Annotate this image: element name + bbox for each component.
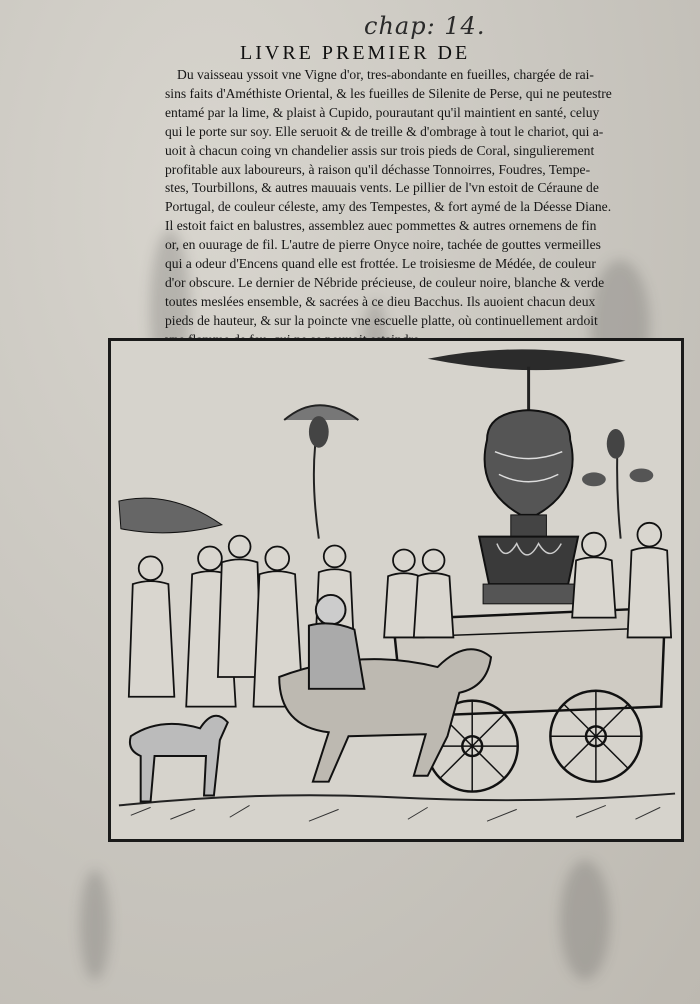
text-line: qui le porte sur soy. Elle seruoit & de treille & d'ombrage à tout le chariot, qui a- <box>165 123 604 139</box>
text-line: qui a odeur d'Encens quand elle est frottée. Le troisiesme de Médée, de couleur <box>165 256 596 272</box>
text-line: entamé par la lime, & plaist à Cupido, pourautant qu'il maintient en santé, celuy <box>165 104 600 120</box>
text-line: Portugal, de couleur céleste, amy des Tempestes, & fort aymé de la Déesse Diane. <box>165 199 612 215</box>
text-line: uoit à chacun coing vn chandelier assis sur trois pieds de Coral, singulierement <box>165 142 595 158</box>
text-line: d'or obscure. Le dernier de Nébride précieuse, de couleur noire, blanche & verde <box>165 274 605 290</box>
text-line: profitable aux laboureurs, à raison qu'il déchasse Tonnoirres, Foudres, Tempe- <box>165 161 591 177</box>
text-line: or, en ouurage de fil. L'autre de pierre Onyce noire, tachée de gouttes vermeilles <box>165 237 601 253</box>
running-head: LIVRE PREMIER DE <box>240 42 471 64</box>
woodcut-illustration <box>108 338 684 842</box>
handwritten-chapter-note: chap: 14. <box>364 12 486 40</box>
body-paragraph <box>165 66 685 350</box>
text-line: Du vaisseau yssoit vne Vigne d'or, tres-abondante en fueilles, chargée de rai- <box>177 67 594 82</box>
text-line: Il estoit faict en balustres, assemblez auec pommettes & autres ornemens de fin <box>165 218 597 234</box>
text-line: sins faits d'Améthiste Oriental, & les fueilles de Silenite de Perse, qui ne peutestre <box>165 85 612 101</box>
text-line: pieds de hauteur, & sur la poincte vne escuelle platte, où continuellement ardoit <box>165 312 598 328</box>
text-line: toutes meslées ensemble, & sacrées à ce dieu Bacchus. Ils auoient chacun deux <box>165 293 596 309</box>
woodcut-triumph-of-bacchus-icon <box>111 341 681 839</box>
ink-stain <box>560 860 610 980</box>
text-line: stes, Tourbillons, & autres mauuais vents. Le pillier de l'vn estoit de Céraune de <box>165 180 599 196</box>
ink-stain <box>80 870 110 980</box>
